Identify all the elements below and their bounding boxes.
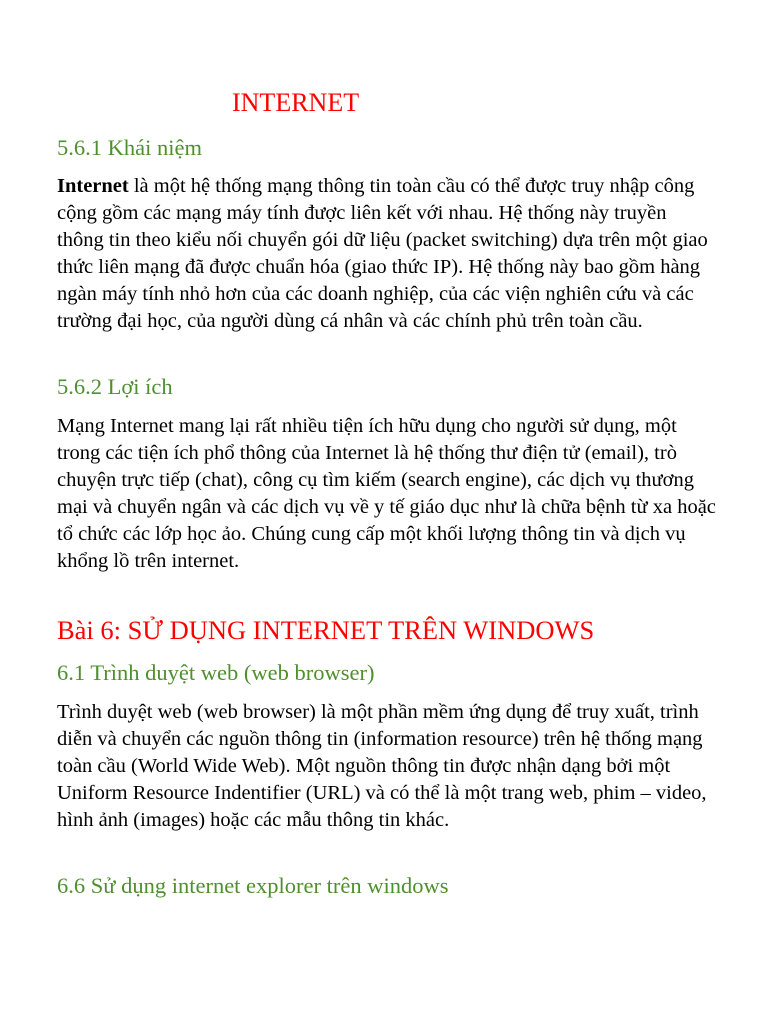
heading-bai-6: Bài 6: SỬ DỤNG INTERNET TRÊN WINDOWS bbox=[57, 615, 595, 645]
heading-5-6-1: 5.6.1 Khái niệm bbox=[57, 135, 202, 160]
document-title: INTERNET bbox=[232, 88, 360, 117]
paragraph-khai-niem-text: là một hệ thống mạng thông tin toàn cầu có thể được truy nhập công cộng gồm các mạng máy tính được liên kết với nhau. Hệ thống này truyền thông tin theo kiểu nối chuyển gói dữ liệu (packet switching) dựa trên một giao thức liên mạng đã được chuẩn hóa (giao thức IP). Hệ thống này bao gồm hàng ngàn máy tính nhỏ hơn của các doanh nghiệp, của các viện nghiên cứu và các trường đại học, của người dùng cá nhân và các chính phủ trên toàn cầu. bbox=[57, 175, 708, 332]
heading-6-1: 6.1 Trình duyệt web (web browser) bbox=[57, 660, 375, 685]
heading-5-6-2: 5.6.2 Lợi ích bbox=[57, 374, 173, 399]
term-internet: Internet bbox=[57, 175, 129, 197]
paragraph-khai-niem bbox=[57, 173, 717, 335]
paragraph-loi-ich: Mạng Internet mang lại rất nhiều tiện ích hữu dụng cho người sử dụng, một trong các tiện ích phổ thông của Internet là hệ thống thư điện tử (email), trò chuyện trực tiếp (chat), công cụ tìm kiếm (search engine), các dịch vụ thương mại và chuyển ngân và các dịch vụ về y tế giáo dục như là chữa bệnh từ xa hoặc tổ chức các lớp học ảo. Chúng cung cấp một khối lượng thông tin và dịch vụ khổng lồ trên internet. bbox=[57, 415, 716, 572]
heading-6-6: 6.6 Sử dụng internet explorer trên windows bbox=[57, 873, 449, 898]
paragraph-trinh-duyet: Trình duyệt web (web browser) là một phần mềm ứng dụng để truy xuất, trình diễn và chuyển các nguồn thông tin (information resource) trên hệ thống mạng toàn cầu (World Wide Web). Một nguồn thông tin được nhận dạng bởi một Uniform Resource Indentifier (URL) và có thể là một trang web, phim – video, hình ảnh (images) hoặc các mẫu thông tin khác. bbox=[57, 701, 707, 831]
